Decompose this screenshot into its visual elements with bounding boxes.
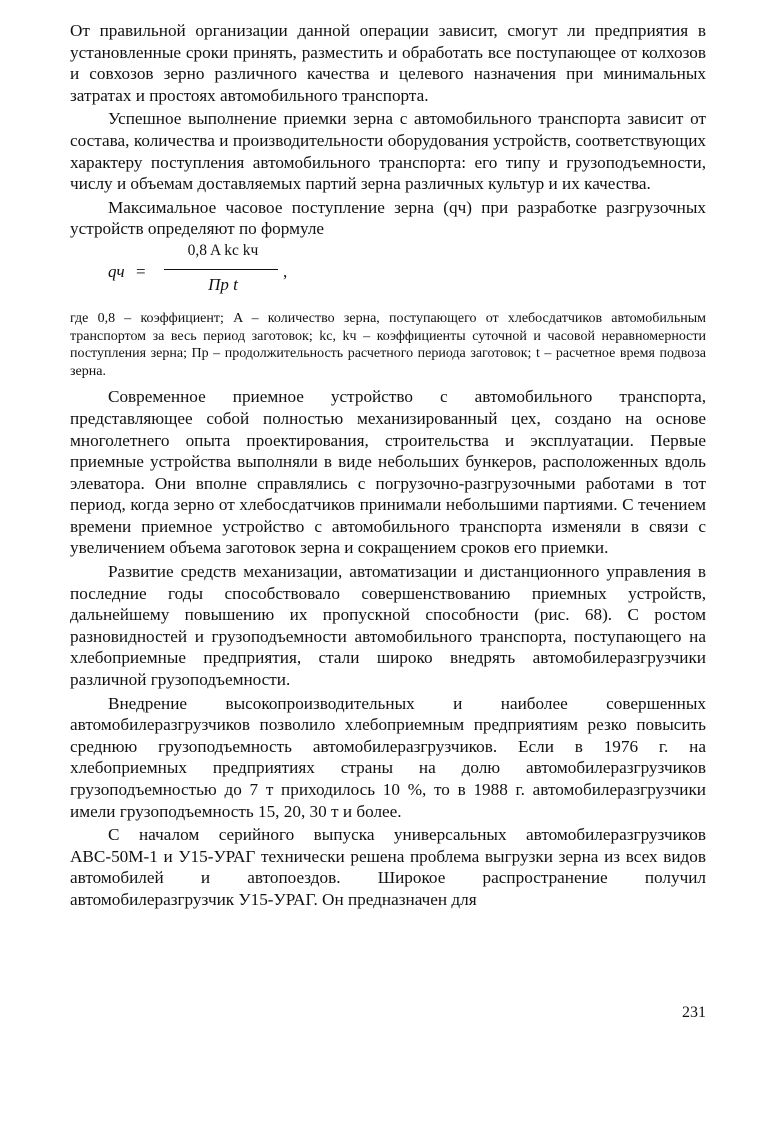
formula-comma: , <box>283 261 288 281</box>
formula-lhs: qч <box>108 261 125 281</box>
formula-equals: = <box>136 261 146 281</box>
paragraph-6: Внедрение высокопроизводительных и наиболее совершенных автомобилеразгрузчиков позволило хлебоприемным предприятиям резко повысить среднюю грузоподъемность автомобилеразгрузчиков. Если в 1976 г. на хлебоприемных предприятиях страны на долю автомобилеразгрузчиков грузоподъемностью до 7 т приходилось 10 %, то в 1988 г. автомобилеразгрузчики имели грузоподъемность 15, 20, 30 т и более. <box>70 693 706 821</box>
paragraph-4: Современное приемное устройство с автомобильного транспорта, представляющее собой полностью механизированный цех, создано на основе многолетнего опыта проектирования, строительства и эксплуатации. Первые приемные устройства выполняли в виде небольших бункеров, расположенных вдоль элеватора. Они вполне справлялись с погрузочно-разгрузочными работами в тот период, когда зерно от хлебосдатчиков принимали небольшими партиями. С течением времени приемное устройство с автомобильного транспорта изменяли в связи с увеличением объема заготовок зерна и сокращением сроков его приемки. <box>70 387 706 558</box>
paragraph-1: От правильной организации данной операции зависит, смогут ли предприятия в установленные сроки принять, разместить и обработать все поступающее от колхозов и совхозов зерно различного качества и целевого назначения при минимальных затратах и простоях автомобильного транспорта. <box>70 21 706 105</box>
fraction-bar <box>164 269 278 270</box>
paragraph-3: Максимальное часовое поступление зерна (qч) при разработке разгрузочных устройств определяют по формуле <box>70 197 706 239</box>
page-number: 231 <box>682 1004 706 1021</box>
document-page <box>70 20 706 911</box>
paragraph-7: С началом серийного выпуска универсальных автомобилеразгрузчиков АВС-50М-1 и У15-УРАГ технически решена проблема выгрузки зерна из всех видов автомобилей и автопоездов. Широкое распространение получил автомобилеразгрузчик У15-УРАГ. Он предназначен для <box>70 825 706 909</box>
formula-numerator: 0,8 A kс kч <box>187 241 259 259</box>
formula-legend: где 0,8 – коэффициент; A – количество зерна, поступающего от хлебосдатчиков автомобильным транспортом за весь период заготовок; kс, kч – коэффициенты суточной и часовой неравномерности поступления зерна; Пр – продолжительность расчетного периода заготовок; t – расчетное время подвоза зерна. <box>70 310 706 379</box>
paragraph-2: Успешное выполнение приемки зерна с автомобильного транспорта зависит от состава, количества и производительности оборудования устройств, соответствующих характеру поступления автомобильного транспорта: его типу и грузоподъемности, числу и объемам доставляемых партий зерна различных культур и их качества. <box>70 109 706 194</box>
paragraph-5: Развитие средств механизации, автоматизации и дистанционного управления в последние годы способствовало совершенствованию приемных устройств, дальнейшему повышению их пропускной способности (рис. 68). С ростом разновидностей и грузоподъемности автомобильного транспорта, поступающего на хлебоприемные предприятия, стали широко внедрять автомобилеразгрузчики различной грузоподъемности. <box>70 562 706 690</box>
formula <box>70 242 706 306</box>
formula-denominator: Пр t <box>208 274 238 294</box>
